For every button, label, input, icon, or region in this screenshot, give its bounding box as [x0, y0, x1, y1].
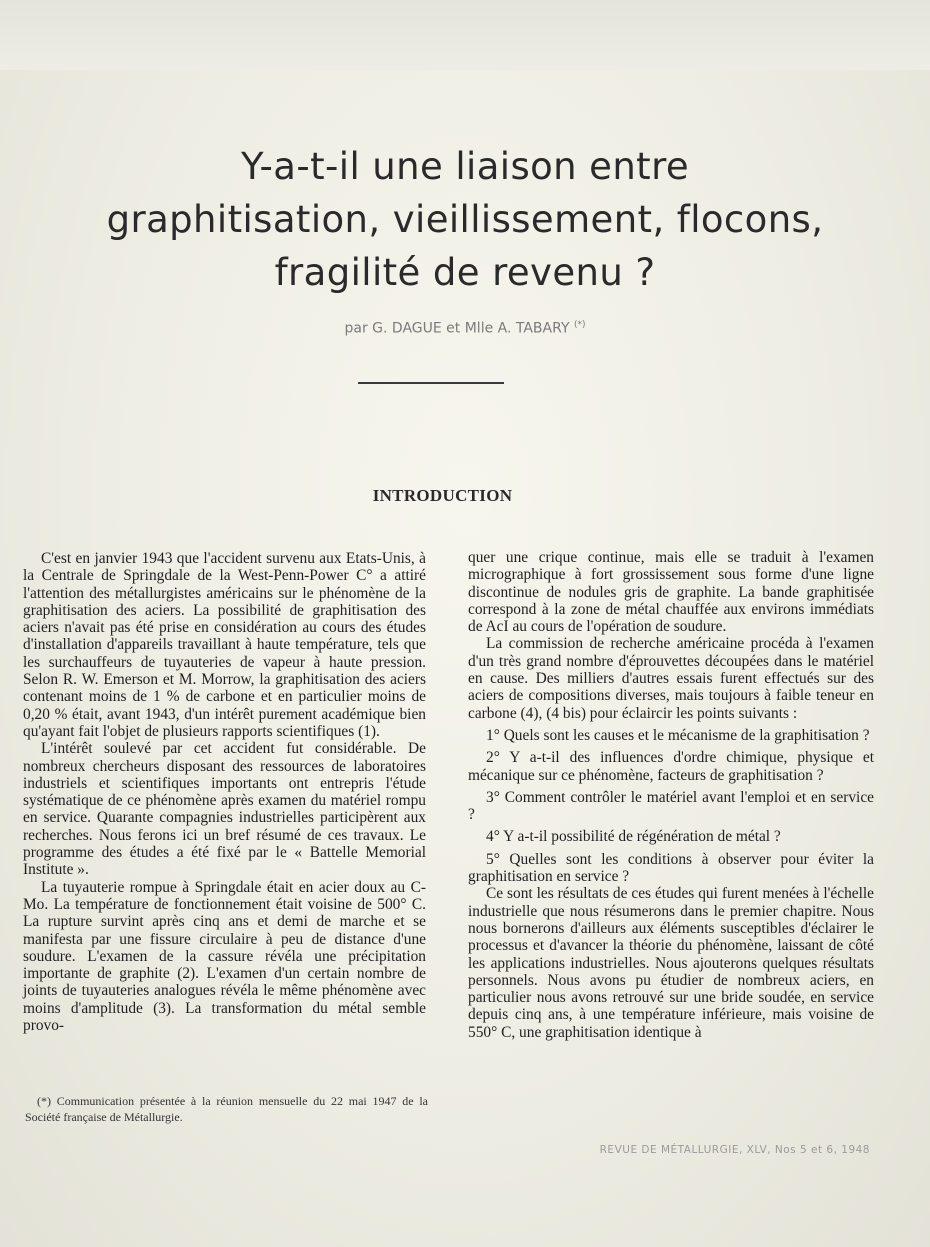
- right-column: [468, 549, 874, 1041]
- page-top-strip: [0, 0, 930, 70]
- question-item: 2° Y a-t-il des influences d'ordre chimique, physique et mécanique sur ce phénomène, facteurs de graphitisation ?: [468, 749, 874, 784]
- title-divider: [358, 382, 504, 384]
- author-line: [0, 320, 930, 337]
- title-line: Y-a-t-il une liaison entre: [240, 145, 690, 188]
- paragraph: La tuyauterie rompue à Springdale était en acier doux au C-Mo. La température de fonctionnement était voisine de 500° C. La rupture survint après cinq ans et demi de marche et se manifesta par une fissure circulaire à peu de distance d'une soudure. L'examen de la cassure révéla une précipitation importante de graphite (2). L'examen d'un certain nombre de joints de tuyauteries analogues révéla le même phénomène avec moins d'amplitude (3). La transformation du métal semble provo-: [23, 878, 426, 1035]
- question-item: 4° Y a-t-il possibilité de régénération de métal ?: [486, 828, 781, 846]
- footnote-marker: (*): [573, 320, 586, 330]
- title-line: graphitisation, vieillissement, flocons,: [106, 198, 824, 241]
- author-names: par G. DAGUE et Mlle A. TABARY: [344, 320, 570, 337]
- section-heading: INTRODUCTION: [372, 486, 513, 505]
- left-column: [23, 550, 426, 1034]
- question-item: 1° Quels sont les causes et le mécanisme de la graphitisation ?: [486, 726, 870, 744]
- article-title: [40, 140, 890, 299]
- paragraph: quer une crique continue, mais elle se traduit à l'examen micrographique à fort grossissement sous forme d'une ligne discontinue de nodules gris de graphite. La bande graphitisée correspond à la zone de métal chauffée aux environs immédiats de AcI au cours de l'opération de soudure.: [468, 549, 874, 636]
- paragraph: C'est en janvier 1943 que l'accident survenu aux Etats-Unis, à la Centrale de Springdale de la West-Penn-Power C° a attiré l'attention des métallurgistes américains sur le phénomène de la graphitisation des aciers. La possibilité de graphitisation des aciers n'avait pas été prise en considération au cours des études d'installation d'appareils travaillant à haute température, tels que les surchauffeurs de tuyauteries de vapeur à haute pression. Selon R. W. Emerson et M. Morrow, la graphitisation des aciers contenant moins de 1 % de carbone et en particulier moins de 0,20 % était, avant 1943, d'un intérêt purement académique bien qu'ayant fait l'objet de plusieurs rapports scientifiques (1).: [23, 550, 426, 740]
- question-item: 3° Comment contrôler le matériel avant l'emploi et en service ?: [468, 788, 874, 824]
- question-item: 5° Quelles sont les conditions à observer pour éviter la graphitisation en service ?: [468, 850, 874, 886]
- paragraph: Ce sont les résultats de ces études qui furent menées à l'échelle industrielle que nous résumerons dans le premier chapitre. Nous nous bornerons d'ailleurs aux éléments susceptibles d'éclairer le processus et d'avancer la théorie du phénomène, laissant de côté les applications industrielles. Nous ajouterons quelques résultats personnels. Nous avons pu étudier de nombreux aciers, en particulier nous avons retrouvé sur une bride soudée, en service depuis cinq ans, à une température inférieure, mais voisine de 550° C, une graphitisation identique à: [468, 885, 874, 1041]
- paragraph: La commission de recherche américaine procéda à l'examen d'un très grand nombre d'éprouvettes découpées dans le matériel en cause. Des milliers d'autres essais furent effectués sur des aciers de compositions diverses, mais toujours à faible teneur en carbone (4), (4 bis) pour éclaircir les points suivants :: [468, 635, 874, 722]
- running-footer: REVUE DE MÉTALLURGIE, XLV, Nos 5 et 6, 1948: [599, 1144, 870, 1156]
- paragraph: L'intérêt soulevé par cet accident fut considérable. De nombreux chercheurs disposant des ressources de laboratoires industriels et scientifiques importants ont entrepris l'étude systématique de ce phénomène après examen du matériel rompu en service. Quarante compagnies industrielles participèrent aux recherches. Nous ferons ici un bref résumé de ces travaux. Le programme des études a été fixé par le « Battelle Memorial Institute ».: [23, 740, 426, 879]
- footnote: (*) Communication présentée à la réunion mensuelle du 22 mai 1947 de la Société française de Métallurgie.: [25, 1094, 428, 1124]
- title-line: fragilité de revenu ?: [274, 251, 656, 294]
